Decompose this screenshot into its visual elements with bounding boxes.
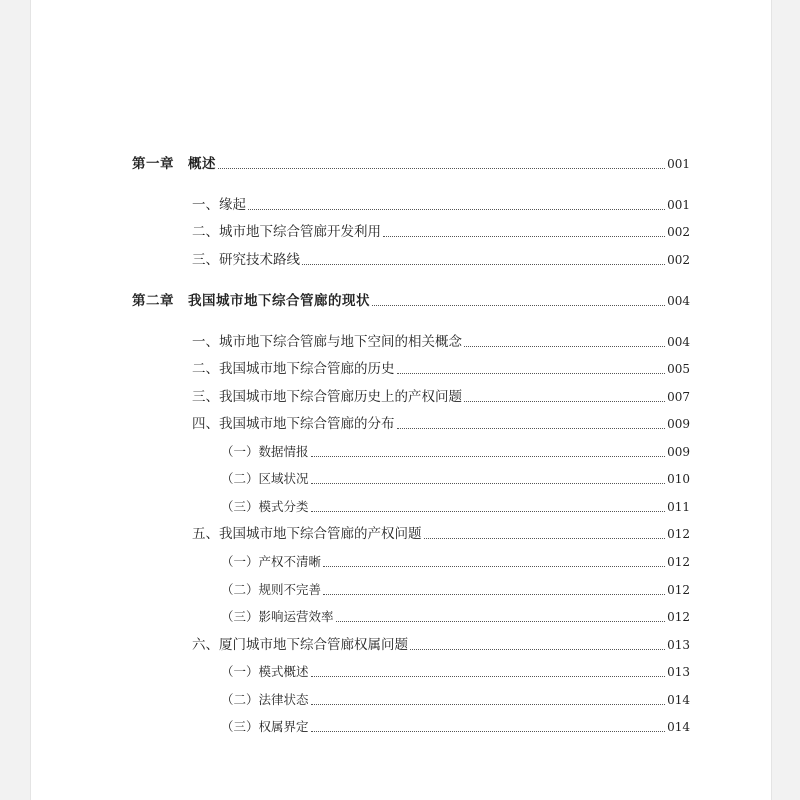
toc-entry[interactable] — [192, 524, 690, 544]
toc-entry-title: 第二章 我国城市地下综合管廊的现状 — [132, 293, 370, 309]
document-page — [30, 0, 772, 800]
toc-page-number: 005 — [667, 362, 690, 376]
toc-entry-title: （二）法律状态 — [221, 692, 309, 707]
toc-entry[interactable] — [221, 607, 690, 627]
toc-entry-title: 一、城市地下综合管廊与地下空间的相关概念 — [192, 334, 462, 350]
toc-entry[interactable] — [192, 635, 690, 655]
dot-leader — [397, 428, 666, 429]
toc-entry[interactable] — [221, 580, 690, 600]
toc-entry-title: （一）产权不清晰 — [221, 554, 322, 569]
toc-entry-title: 三、我国城市地下综合管廊历史上的产权问题 — [192, 389, 462, 405]
toc-page-number: 013 — [667, 665, 690, 679]
dot-leader — [302, 264, 665, 265]
toc-entry[interactable] — [192, 250, 690, 270]
toc-entry-title: 二、城市地下综合管廊开发利用 — [192, 224, 381, 240]
toc-page-number: 012 — [667, 610, 690, 624]
dot-leader — [464, 346, 665, 347]
toc-page-number: 001 — [667, 198, 690, 212]
toc-entry[interactable] — [221, 717, 690, 737]
toc-entry-title: （一）模式概述 — [221, 664, 309, 679]
toc-entry-title: 三、研究技术路线 — [192, 252, 300, 268]
toc-entry-title: （二）区域状况 — [221, 471, 309, 486]
toc-entry[interactable] — [192, 195, 690, 215]
toc-page-number: 013 — [667, 638, 690, 652]
toc-page-number: 001 — [667, 157, 690, 171]
dot-leader — [323, 566, 665, 567]
toc-entry-title: 二、我国城市地下综合管廊的历史 — [192, 361, 395, 377]
toc-entry-title: （二）规则不完善 — [221, 582, 322, 597]
dot-leader — [383, 236, 665, 237]
dot-leader — [311, 676, 666, 677]
toc-page-number: 002 — [667, 225, 690, 239]
dot-leader — [311, 511, 666, 512]
toc-entry-title: 六、厦门城市地下综合管廊权属问题 — [192, 637, 408, 653]
toc-entry[interactable] — [221, 662, 690, 682]
toc-page-number: 014 — [667, 720, 690, 734]
toc-entry[interactable] — [132, 291, 690, 311]
toc-entry[interactable] — [221, 552, 690, 572]
toc-entry-title: （三）权属界定 — [221, 719, 309, 734]
dot-leader — [311, 483, 666, 484]
dot-leader — [336, 621, 666, 622]
table-of-contents — [31, 0, 771, 800]
toc-entry-title: （三）影响运营效率 — [221, 609, 334, 624]
dot-leader — [311, 731, 666, 732]
toc-entry[interactable] — [221, 469, 690, 489]
toc-entry[interactable] — [192, 332, 690, 352]
toc-entry-title: （一）数据情报 — [221, 444, 309, 459]
toc-page-number: 012 — [667, 583, 690, 597]
dot-leader — [410, 649, 665, 650]
toc-entry[interactable] — [192, 414, 690, 434]
toc-entry[interactable] — [221, 497, 690, 517]
dot-leader — [424, 538, 666, 539]
toc-entry[interactable] — [192, 222, 690, 242]
toc-entry-title: 第一章 概述 — [132, 156, 216, 172]
dot-leader — [218, 168, 665, 169]
toc-page-number: 010 — [667, 472, 690, 486]
dot-leader — [311, 456, 666, 457]
toc-entry-title: 五、我国城市地下综合管廊的产权问题 — [192, 526, 422, 542]
dot-leader — [311, 704, 666, 705]
toc-page-number: 011 — [667, 500, 690, 514]
toc-page-number: 007 — [667, 390, 690, 404]
toc-page-number: 009 — [667, 445, 690, 459]
toc-entry[interactable] — [221, 690, 690, 710]
toc-entry-title: 四、我国城市地下综合管廊的分布 — [192, 416, 395, 432]
dot-leader — [397, 373, 666, 374]
toc-entry[interactable] — [192, 359, 690, 379]
dot-leader — [372, 305, 665, 306]
toc-entry-title: （三）模式分类 — [221, 499, 309, 514]
toc-page-number: 009 — [667, 417, 690, 431]
toc-page-number: 004 — [667, 335, 690, 349]
toc-page-number: 002 — [667, 253, 690, 267]
toc-entry[interactable] — [132, 154, 690, 174]
toc-page-number: 014 — [667, 693, 690, 707]
toc-entry[interactable] — [192, 387, 690, 407]
toc-page-number: 012 — [667, 555, 690, 569]
toc-entry-title: 一、缘起 — [192, 197, 246, 213]
toc-page-number: 012 — [667, 527, 690, 541]
dot-leader — [323, 594, 665, 595]
dot-leader — [248, 209, 665, 210]
toc-entry[interactable] — [221, 442, 690, 462]
toc-page-number: 004 — [667, 294, 690, 308]
dot-leader — [464, 401, 665, 402]
